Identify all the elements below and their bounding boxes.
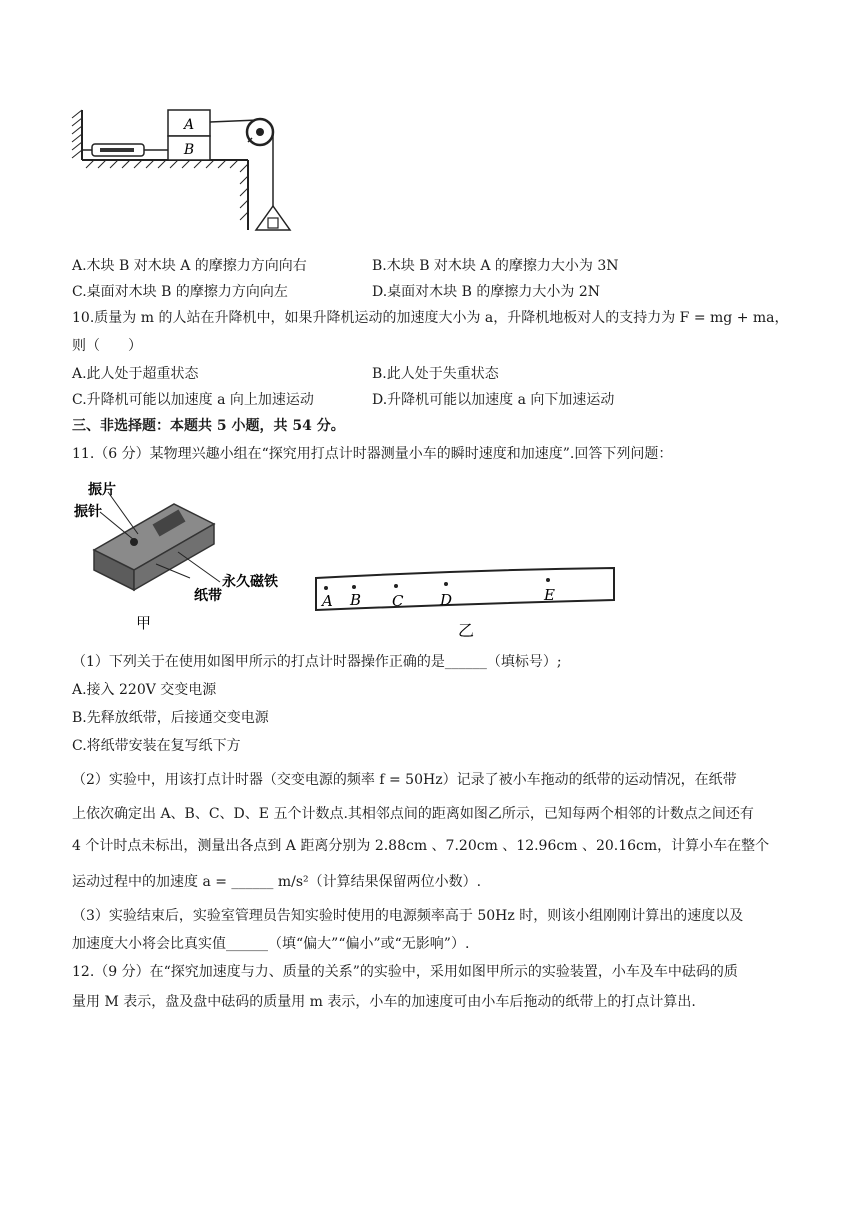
blocks-pulley-figure xyxy=(68,100,298,240)
caption-yi: 乙 xyxy=(458,621,475,640)
q10-option-b: B.此人处于失重状态 xyxy=(372,366,499,382)
label-zhenpian: 振片 xyxy=(88,482,116,498)
q9-option-a: A.木块 B 对木块 A 的摩擦力方向向右 xyxy=(72,258,307,274)
q11-part1: （1）下列关于在使用如图甲所示的打点计时器操作正确的是______（填标号）; xyxy=(72,654,562,670)
tape-point-c: C xyxy=(392,592,404,610)
section-heading: 三、非选择题：本题共 5 小题，共 54 分。 xyxy=(72,418,345,434)
q9-option-d: D.桌面对木块 B 的摩擦力大小为 2N xyxy=(372,284,600,300)
q9-option-c: C.桌面对木块 B 的摩擦力方向向左 xyxy=(72,284,288,300)
tape-point-e: E xyxy=(544,586,555,604)
q10-stem-line1: 10.质量为 m 的人站在升降机中，如果升降机运动的加速度大小为 a，升降机地板对人的支持力为 F = mg + ma， xyxy=(72,310,789,326)
q9-option-b: B.木块 B 对木块 A 的摩擦力大小为 3N xyxy=(372,258,619,274)
q11-part1-option-b: B.先释放纸带，后接通交变电源 xyxy=(72,710,269,726)
q11-part3-line1: （3）实验结束后，实验室管理员告知实验时使用的电源频率高于 50Hz 时，则该小组刚刚计算出的速度以及 xyxy=(72,908,744,924)
q10-option-c: C.升降机可能以加速度 a 向上加速运动 xyxy=(72,392,314,408)
label-tape: 纸带 xyxy=(194,588,222,604)
timer-figure-jia xyxy=(74,478,284,638)
q11-part2-line2: 上依次确定出 A、B、C、D、E 五个计数点.其相邻点间的距离如图乙所示，已知每两个相邻的计数点之间还有 xyxy=(72,806,754,822)
q11-part2-line1: （2）实验中，用该打点计时器（交变电源的频率 f = 50Hz）记录了被小车拖动的纸带的运动情况，在纸带 xyxy=(72,772,737,788)
q11-part3-line2: 加速度大小将会比真实值______（填“偏大”“偏小”或“无影响”）. xyxy=(72,936,470,952)
q11-part1-option-c: C.将纸带安装在复写纸下方 xyxy=(72,738,241,754)
q11-part1-option-a: A.接入 220V 交变电源 xyxy=(72,682,217,698)
tape-point-a: A xyxy=(322,592,333,610)
block-b-label: B xyxy=(183,142,195,158)
q11-part2-line4: 运动过程中的加速度 a = ______ m/s²（计算结果保留两位小数）. xyxy=(72,874,482,890)
q10-option-a: A.此人处于超重状态 xyxy=(72,366,199,382)
tape-figure-yi xyxy=(312,562,622,642)
label-zhenzhen: 振针 xyxy=(74,504,102,520)
q11-stem: 11.（6 分）某物理兴趣小组在“探究用打点计时器测量小车的瞬时速度和加速度”.回答下列问题： xyxy=(72,446,673,462)
q12-stem-line2: 量用 M 表示，盘及盘中砝码的质量用 m 表示，小车的加速度可由小车后拖动的纸带上的打点计算出. xyxy=(72,994,696,1010)
tape-point-b: B xyxy=(350,591,362,609)
caption-jia: 甲 xyxy=(136,614,152,632)
tape-point-d: D xyxy=(440,591,453,609)
q12-stem-line1: 12.（9 分）在“探究加速度与力、质量的关系”的实验中，采用如图甲所示的实验装置，小车及车中砝码的质 xyxy=(72,964,738,980)
label-magnet: 永久磁铁 xyxy=(222,574,278,590)
block-a-label: A xyxy=(183,117,195,133)
q11-part2-line3: 4 个计时点未标出，测量出各点到 A 距离分别为 2.88cm 、7.20cm 、12.96cm 、20.16cm，计算小车在整个 xyxy=(72,838,770,854)
q10-stem-line2: 则（ ） xyxy=(72,338,142,354)
q10-option-d: D.升降机可能以加速度 a 向下加速运动 xyxy=(372,392,615,408)
